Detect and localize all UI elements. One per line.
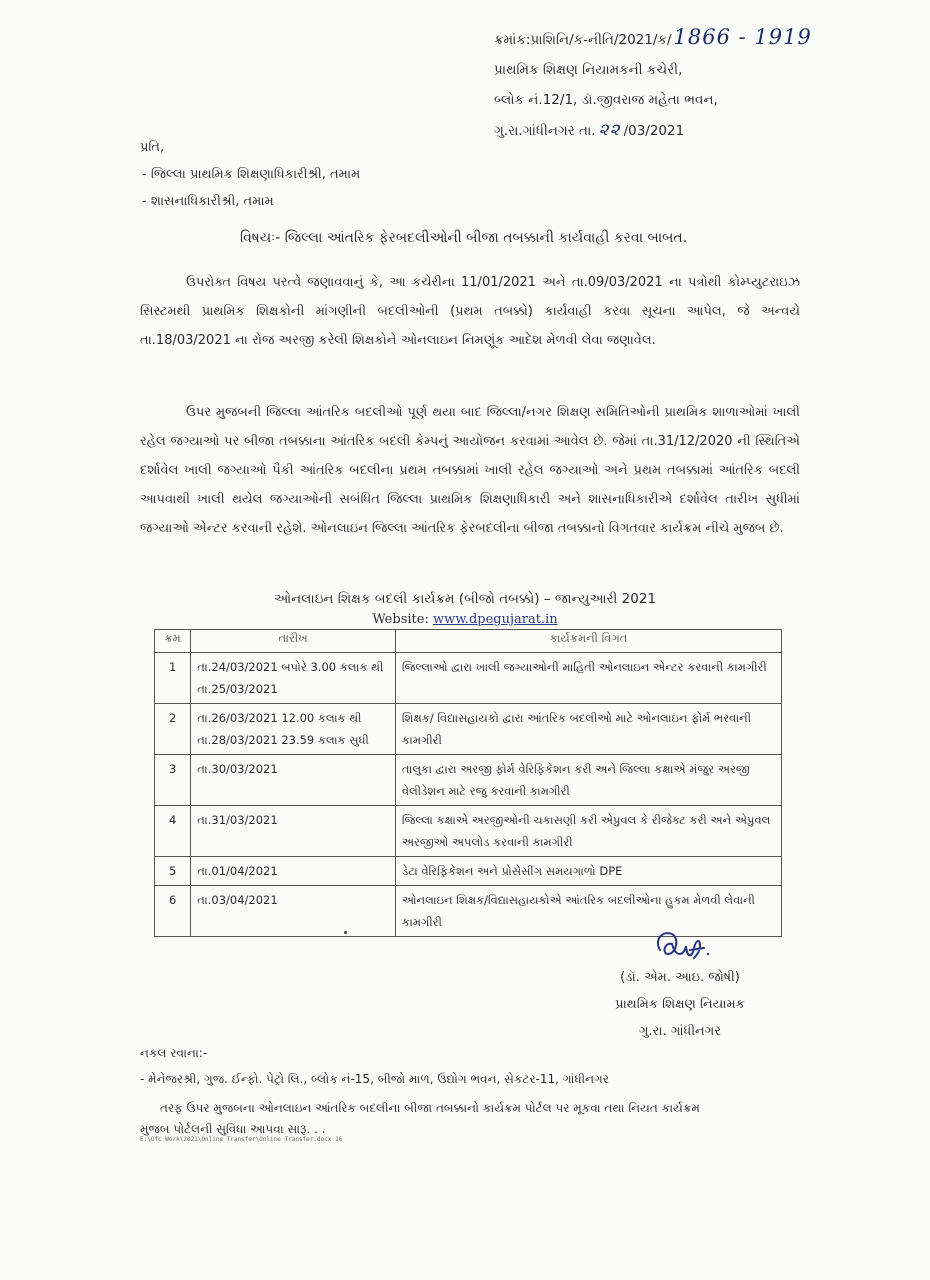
row-date: તા.01/04/2021	[191, 857, 396, 886]
schedule-table	[154, 629, 782, 937]
signatory-designation: પ્રાથમિક શિક્ષણ નિયામક	[615, 997, 745, 1012]
table-row	[155, 806, 782, 857]
letter-date	[494, 115, 894, 146]
row-number: 3	[155, 755, 191, 806]
recipient-item: - જિલ્લા પ્રાથમિક શિક્ષણાધિકારીશ્રી, તમામ	[142, 167, 361, 182]
office-name: પ્રાથમિક શિક્ષણ નિયામકની કચેરી,	[494, 62, 683, 78]
table-header-row	[155, 630, 782, 653]
row-date: તા.26/03/2021 12.00 કલાક થી તા.28/03/2021 23.59 કલાક સુધી	[191, 704, 396, 755]
signature-block	[580, 964, 780, 1045]
row-description: શિક્ષક/ વિદ્યાસહાયકો દ્વારા આંતરિક બદલીઓ માટે ઓનલાઇન ફોર્મ ભરવાની કામગીરી	[395, 704, 781, 755]
handwritten-signature	[650, 928, 710, 966]
copy-to-section	[140, 1042, 820, 1140]
copy-to-instruction-cont: મુજબ પોર્ટલની સુવિધા આપવા સારૂ. . .	[140, 1122, 326, 1136]
row-date: તા.24/03/2021 બપોરે 3.00 કલાક થી તા.25/03/2021	[191, 653, 396, 704]
website-link[interactable]: www.dpegujarat.in	[432, 612, 558, 627]
body-paragraph	[140, 268, 800, 355]
paragraph-text: ઉપરોક્ત વિષય પરત્વે જણાવવાનું કે, આ કચેરીના 11/01/2021 અને તા.09/03/2021 ના પત્રોથી કોમ્પ્યુટરાઇઝ સિસ્ટમથી પ્રાથમિક શિક્ષકોની માંગણીની બદલીઓની (પ્રથમ તબક્કો) કાર્યવાહી કરવા સૂચના આપેલ, જે અન્વયે તા.18/03/2021 ના રોજ અરજી કરેલી શિક્ષકોને ઓનલાઇન નિમણૂંક આદેશ મેળવી લેવા જણાવેલ.	[140, 275, 800, 348]
signatory-place: ગુ.રા. ગાંધીનગર	[639, 1024, 721, 1039]
table-row	[155, 653, 782, 704]
website-line	[0, 612, 930, 627]
table-row	[155, 755, 782, 806]
row-description: જિલ્લાઓ દ્વારા ખાલી જગ્યાઓની માહિતી ઓનલાઇન એન્ટર કરવાની કામગીરી	[395, 653, 781, 704]
column-header-details: કાર્યક્રમની વિગત	[395, 630, 781, 653]
letter-header	[494, 22, 894, 146]
column-header-no: ક્રમ	[155, 630, 191, 653]
row-description: ઓનલાઇન શિક્ષક/વિદ્યાસહાયકોએ આંતરિક બદલીઓના હુકમ મેળવી લેવાની કામગીરી	[395, 886, 781, 937]
body-paragraph	[140, 398, 800, 543]
ink-dot	[344, 931, 347, 934]
column-header-date: તારીખ	[191, 630, 396, 653]
file-path-footer: E:\Ofc Work\2021\Online Transfer\Online Transfer.docx 16	[140, 1136, 343, 1143]
row-number: 2	[155, 704, 191, 755]
row-description: જિલ્લા કક્ષાએ અરજીઓની ચકાસણી કરી એપ્રુવલ કે રીજેક્ટ કરી અને એપ્રુવલ અરજીઓ અપલોડ કરવાની કામગીરી	[395, 806, 781, 857]
row-date: તા.31/03/2021	[191, 806, 396, 857]
paragraph-text: ઉપર મુજબની જિલ્લા આંતરિક બદલીઓ પૂર્ણ થયા બાદ જિલ્લા/નગર શિક્ષણ સમિતિઓની પ્રાથમિક શાળાઓમાં ખાલી રહેલ જગ્યાઓ પર બીજા તબક્કાના આંતરિક બદલી કેમ્પનું આયોજન કરવામાં આવેલ છે. જેમાં તા.31/12/2020 ની સ્થિતિએ દર્શાવેલ ખાલી જગ્યાઓ પૈકી આંતરિક બદલીના પ્રથમ તબક્કામાં ખાલી રહેલ જગ્યાઓ અને પ્રથમ તબક્કામાં આંતરિક બદલી આપવાથી ખાલી થયેલ જગ્યાઓની સબંધિત જિલ્લા પ્રાથમિક શિક્ષણાધિકારી અને શાસનાધિકારીએ દર્શાવેલ તારીખ સુધીમાં જગ્યાઓ એન્ટર કરવાની રહેશે. ઓનલાઇન જિલ્લા આંતરિક ફેરબદલીના બીજા તબક્કાનો વિગતવાર કાર્યક્રમ નીચે મુજબ છે.	[140, 405, 800, 536]
copy-to-instruction: તરફ ઉપર મુજબના ઓનલાઇન આંતરિક બદલીના બીજા તબક્કાનો કાર્યક્રમ પોર્ટલ પર મૂકવા તથા નિયત કાર્યક્રમ	[160, 1101, 700, 1115]
recipient-item: - શાસનાધિકારીશ્રી, તમામ	[142, 194, 274, 209]
schedule-title: ઓનલાઇન શિક્ષક બદલી કાર્યક્રમ (બીજો તબક્કો) – જાન્યુઆરી 2021	[273, 591, 657, 607]
recipients	[140, 134, 360, 215]
row-number: 1	[155, 653, 191, 704]
table-row	[155, 704, 782, 755]
row-number: 5	[155, 857, 191, 886]
copy-to-label: નકલ રવાના:-	[140, 1046, 208, 1060]
row-number: 6	[155, 886, 191, 937]
copy-to-recipient: - મેનેજરશ્રી, ગુજ. ઈન્ફો. પેટ્રો લિ., બ્લોક નં-15, બીજો માળ, ઉદ્યોગ ભવન, સેકટર-11, ગાંધીનગર	[140, 1072, 609, 1086]
date-suffix: /03/2021	[623, 123, 685, 139]
reference-label: ક્રમાંક:પ્રાશિનિ/ક-નીતિ/2021/ક/	[494, 32, 672, 48]
row-date: તા.03/04/2021	[191, 886, 396, 937]
date-prefix: ગુ.રા.ગાંધીનગર તા.	[494, 123, 596, 139]
website-label: Website:	[372, 612, 429, 627]
table-row	[155, 857, 782, 886]
row-description: તાલુકા દ્વારા અરજી ફોર્મ વેરિફિકેશન કરી અને જિલ્લા કક્ષાએ મંજુર અરજી વેલીડેશન માટે રજુ કરવાની કામગીરી	[395, 755, 781, 806]
signatory-name: (ડૉ. એમ. આઇ. જોષી)	[620, 970, 740, 985]
date-handwritten: ૨૨	[598, 120, 621, 140]
subject-line: વિષયઃ- જિલ્લા આંતરિક ફેરબદલીઓની બીજા તબક્કાની કાર્યવાહી કરવા બાબત.	[240, 230, 688, 246]
row-date: તા.30/03/2021	[191, 755, 396, 806]
reference-handwritten: 1866 - 1919	[673, 25, 812, 49]
office-address: બ્લોક નં.12/1, ડૉ.જીવરાજ મહેતા ભવન,	[494, 92, 718, 108]
row-description: ડેટા વેરિફિકેશન અને પ્રોસેસીંગ સમયગાળો DPE	[395, 857, 781, 886]
reference-number	[494, 22, 894, 55]
to-label: પ્રતિ,	[140, 140, 165, 155]
row-number: 4	[155, 806, 191, 857]
